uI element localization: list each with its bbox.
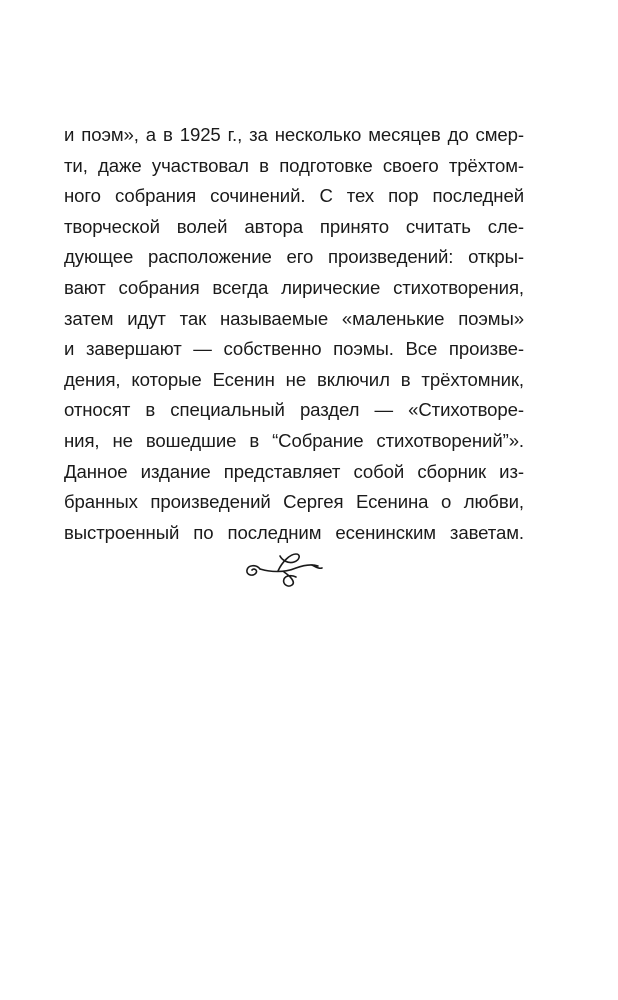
text-line: бранных произведений Сергея Есенина о любви, [64,491,524,513]
text-line: дения, которые Есенин не включил в трёхтомник, [64,368,524,390]
text-line: затем идут так называемые «маленькие поэмы» [64,307,524,329]
text-line: и завершают — собственно поэмы. Все произве- [64,338,524,360]
text-line: и поэм», а в 1925 г., за несколько месяцев до смер- [64,124,524,145]
text-line: относят в специальный раздел — «Стихотворе- [64,399,524,421]
text-line: ти, даже участвовал в подготовке своего трёхтом- [64,154,524,176]
text-line: ного собрания сочинений. С тех пор последней [64,185,524,207]
text-line: дующее расположение его произведений: откры- [64,246,524,268]
text-line: Данное издание представляет собой сборник из- [64,460,524,482]
text-line: выстроенный по последним есенинским заветам. [64,521,524,543]
flourish-ornament-icon [238,546,326,590]
body-paragraph [64,120,524,548]
text-line: творческой волей автора принято считать сле- [64,215,524,237]
text-line: вают собрания всегда лирические стихотворения, [64,276,524,298]
text-line: ния, не вошедшие в “Собрание стихотворений”». [64,429,524,451]
